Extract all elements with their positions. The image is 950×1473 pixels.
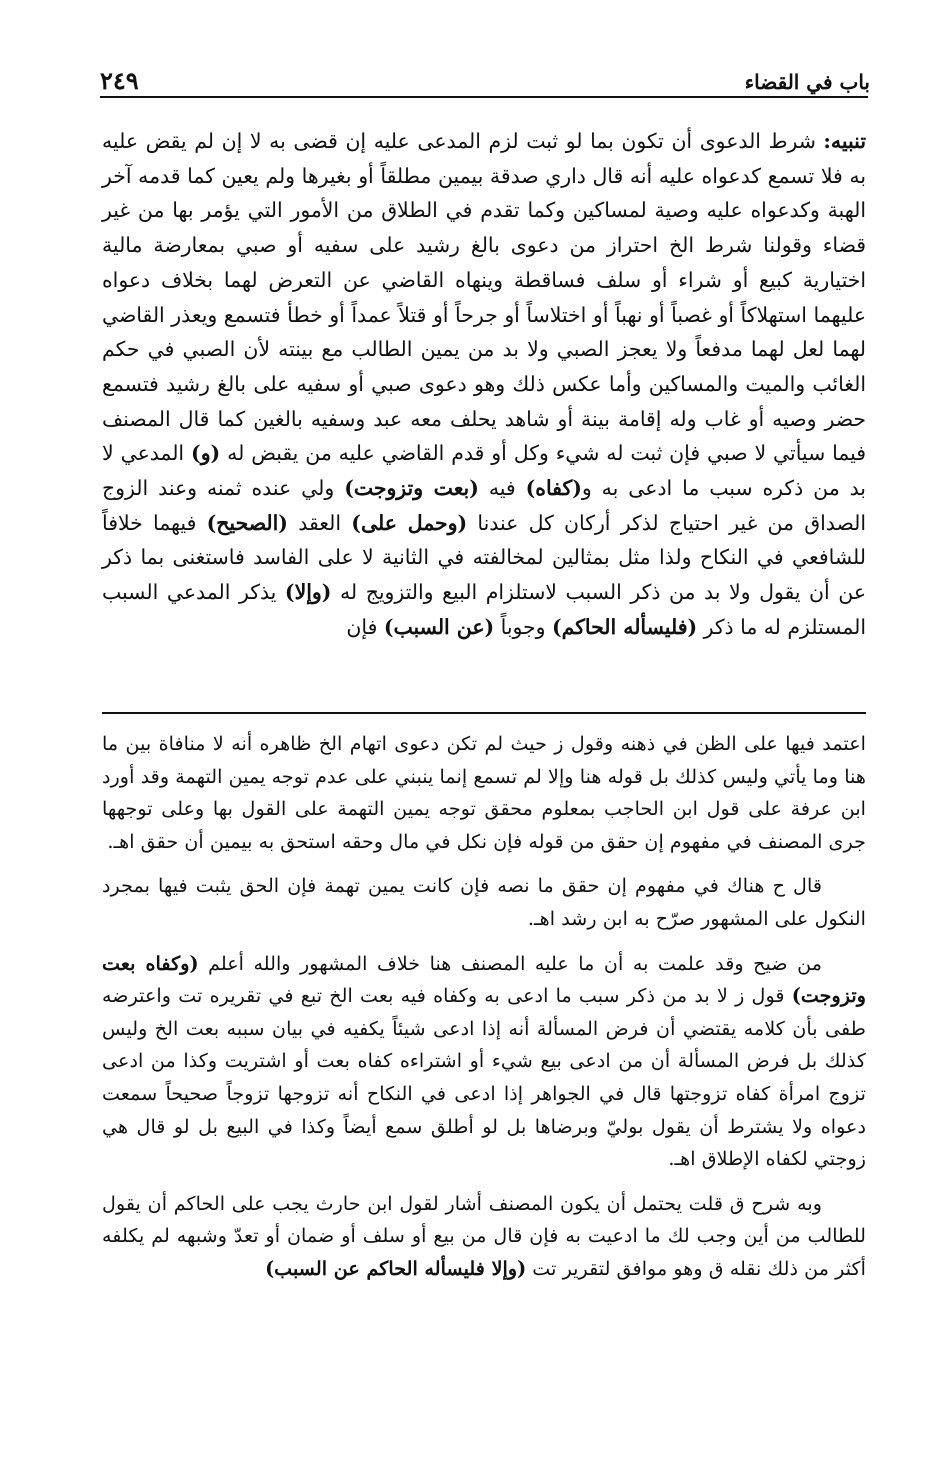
matn-quote: (وإلا فليسأله الحاكم عن السبب) bbox=[265, 1256, 527, 1280]
main-text-segment: وجوباً bbox=[494, 614, 552, 639]
main-text-segment: فيهما خلافاً للشافعي في النكاح ولذا مثل بمثالين لمخالفته في الثانية لا على الفاسد فاستغنى بما ذكر عن أن يقول ولا بد من ذكر السبب لاستلزام البيع والتزويج له bbox=[102, 510, 866, 605]
matn-quote: (الصحيح) bbox=[206, 510, 288, 535]
matn-quote: (و) bbox=[191, 441, 221, 466]
main-commentary-text bbox=[102, 124, 866, 645]
main-text-segment: العقد bbox=[287, 510, 352, 535]
matn-quote: (وكفاه بعت وتزوجت) bbox=[102, 951, 866, 1008]
footnote-paragraph bbox=[102, 1188, 866, 1286]
footnote-paragraph: قال ح هناك في مفهوم إن حقق ما نصه فإن كانت يمين تهمة فإن الحق يثبت فيها بمجرد النكول على المشهور صرّح به ابن رشد اهـ. bbox=[102, 874, 866, 930]
footnote-divider bbox=[102, 712, 866, 714]
main-text-segment: يذكر المدعي السبب المستلزم له ما ذكر bbox=[102, 580, 866, 639]
matn-quote: (فليسأله الحاكم) bbox=[551, 614, 698, 639]
main-text-segment: ولي عنده ثمنه وعند الزوج الصداق من غير احتياج لذكر أركان كل عندنا bbox=[102, 476, 867, 535]
footnote-text-segment: قول ز لا بد من ذكر سبب ما ادعى به وكفاه فيه بعت الخ تبع في تقريره تت واعترضه طفى بأن كلامه يقتضي أن فرض المسألة أنه إذا ادعى شيئاً يكفيه في بيان سببه بعت الخ وليس كذلك بل فرض المسألة أن من ادعى بيع شيء أو اشتراءه كفاه بعت أو اشتريت وكذا من ادعى تزوج امرأة كفاه تزوجتها قال في الجواهر إذا ادعى في النكاح أنه تزوجها تزوجاً صحيحاً سمعت دعواه ولا يشترط أن يقول بوليّ وبرضاها بل لو أطلق سمع أيضاً وكذا في البيع بل لو قال هي زوجتي لكفاه الإطلاق اهـ. bbox=[102, 984, 866, 1171]
main-text-segment: فإن bbox=[346, 614, 384, 639]
footnote-paragraph bbox=[102, 948, 866, 1176]
footnote-text-segment: وبه شرح ق قلت يحتمل أن يكون المصنف أشار لقول ابن حارث يجب على الحاكم أن يقول للطالب من أين وجب لك ما ادعيت به فإن قال من بيع أو سلف أو ضمان أو تعدّ وشبهه لم يكلفه أكثر من ذلك نقله ق وهو موافق لتقرير تت bbox=[102, 1191, 866, 1280]
running-title: باب في القضاء bbox=[744, 70, 870, 94]
main-text-segment: شرط الدعوى أن تكون بما لو ثبت لزم المدعى عليه إن قضى به لا إن لم يقض عليه به فلا تسمع كدعواه عليه أنه قال داري صدقة بيمين مطلقاً أو بغيرها ولم يعين كما قدمه آخر الهبة وكدعواه عليه وصية لمساكين وكما تقدم في الطلاق من الأمور التي يؤمر بها من غير قضاء وقولنا شرط الخ احتراز من دعوى بالغ رشيد على سفيه أو صبي بمعارضة مالية اختيارية كبيع أو شراء أو سلف فساقطة وينهاه القاضي عن التعرض لهما بخلاف دعواه عليهما استهلاكاً أو غصباً أو نهباً أو اختلاساً أو جرحاً أو قتلاً عمداً أو خطأ فتسمع ويعذر القاضي لهما لعل لهما مدفعاً ولا يعجز الصبي ولا بد من يمين الطالب مع بينته لأن الصبي في حكم الغائب والميت والمساكين وأما عكس ذلك وهو دعوى صبي أو سفيه على بالغ رشيد فتسمع حضر وصيه أو غاب وله إقامة بينة أو شاهد يحلف معه عبد وسفيه بالغين كما قال المصنف فيما سيأتي لا صبي فإن ثبت له شيء وكل أو قدم القاضي عليه من يقبض له bbox=[102, 129, 866, 466]
page-header bbox=[100, 66, 870, 106]
matn-quote: (وحمل على) bbox=[351, 510, 468, 535]
matn-quote: (كفاه) bbox=[525, 476, 582, 501]
header-rule bbox=[100, 96, 868, 98]
matn-quote: (عن السبب) bbox=[383, 614, 495, 639]
main-text-segment: المدعي لا بد من ذكره سبب ما ادعى به و bbox=[102, 441, 866, 501]
footnote-text-segment: من ضيح وقد علمت به أن ما عليه المصنف هنا خلاف المشهور والله أعلم bbox=[198, 951, 822, 975]
footnotes-section bbox=[102, 728, 866, 1298]
main-text-segment: فيه bbox=[478, 476, 526, 501]
matn-quote: (بعت وتزوجت) bbox=[344, 476, 479, 501]
tanbih-label: تنبيه: bbox=[823, 129, 866, 153]
footnote-paragraph: اعتمد فيها على الظن في ذهنه وقول ز حيث لم تكن دعوى اتهام الخ ظاهره أنه لا منافاة بين ما هنا وما يأتي وليس كذلك بل قوله هنا وإلا لم تسمع إنما ينبني على عدم توجه يمين التهمة وقد أورد ابن عرفة على قول ابن الحاجب بمعلوم محقق توجه يمين التهمة على القول بها وعلى توجهها جرى المصنف في مفهوم إن حقق من قوله فإن نكل في مال وحقه استحق به بيمين أن حقق اهـ. bbox=[102, 732, 866, 853]
matn-quote: (وإلا) bbox=[284, 580, 332, 605]
page-number: ٢٤٩ bbox=[100, 66, 139, 95]
